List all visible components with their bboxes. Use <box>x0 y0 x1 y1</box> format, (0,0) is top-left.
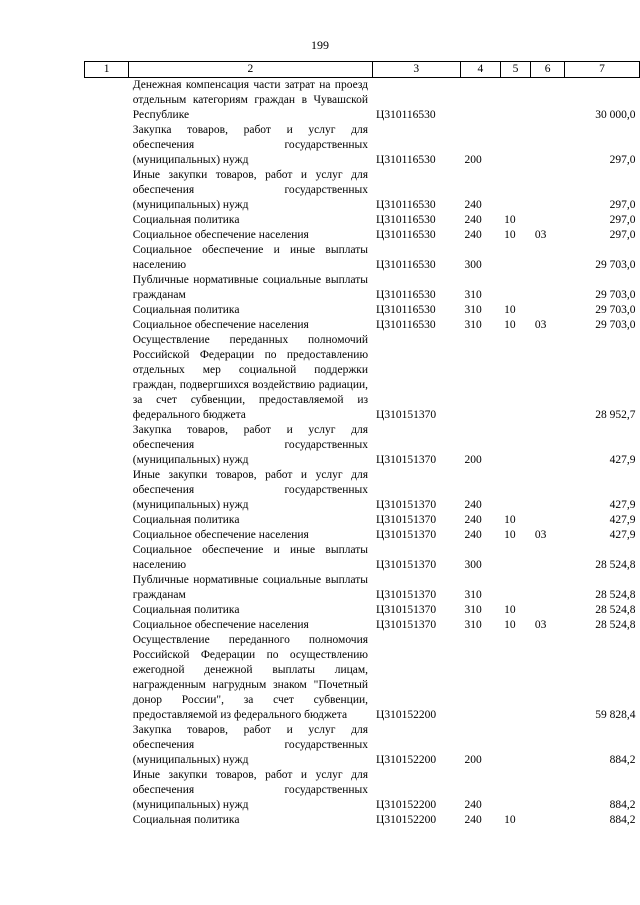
row-subsection <box>531 723 565 768</box>
row-amount: 297,0 <box>609 214 636 226</box>
row-subsection <box>531 573 565 603</box>
row-subsection: 03 <box>534 319 547 331</box>
row-number-cell <box>85 528 129 543</box>
row-expense-type: 310 <box>464 319 482 331</box>
row-subsection <box>531 303 565 318</box>
row-name: Социальное обеспечение населения <box>132 319 309 331</box>
row-name: Социальное обеспечение населения <box>132 229 309 241</box>
table-row <box>85 123 640 168</box>
column-header-1: 1 <box>85 62 129 78</box>
table-row <box>85 513 640 528</box>
row-name: Осуществление переданного полномочия Российской Федерации по осуществлению ежегодной денежной выплаты лицам, награжденным нагрудным знаком "Почетный донор России", за счет субвенции, предоставляемой из федерального бюджета <box>132 634 369 721</box>
column-header-5: 5 <box>500 62 531 78</box>
column-header-3: 3 <box>372 62 460 78</box>
row-section <box>500 243 531 273</box>
row-target-code: Ц310151370 <box>376 604 437 616</box>
row-number-cell <box>85 633 129 723</box>
row-amount: 28 524,8 <box>595 559 636 571</box>
table-row <box>85 168 640 213</box>
row-section <box>500 123 531 168</box>
table-row <box>85 603 640 618</box>
row-target-code: Ц310116530 <box>376 319 436 331</box>
row-amount: 427,9 <box>609 529 636 541</box>
row-name: Социальная политика <box>132 814 240 826</box>
row-expense-type: 240 <box>464 199 482 211</box>
row-amount: 297,0 <box>609 154 636 166</box>
row-name: Иные закупки товаров, работ и услуг для обеспечения государственных (муниципальных) нужд <box>132 769 369 811</box>
row-name: Социальное обеспечение населения <box>132 619 309 631</box>
row-name: Социальная политика <box>132 214 240 226</box>
row-section <box>500 633 531 723</box>
row-amount: 28 524,8 <box>595 619 636 631</box>
row-subsection <box>531 633 565 723</box>
table-row <box>85 228 640 243</box>
row-subsection <box>531 243 565 273</box>
row-section <box>500 333 531 423</box>
row-target-code: Ц310116530 <box>376 289 436 301</box>
row-target-code: Ц310152200 <box>376 709 437 721</box>
row-number-cell <box>85 603 129 618</box>
row-expense-type: 240 <box>464 814 482 826</box>
row-name: Закупка товаров, работ и услуг для обеспечения государственных (муниципальных) нужд <box>132 124 369 166</box>
row-section: 10 <box>504 229 516 241</box>
row-section: 10 <box>504 604 516 616</box>
row-name: Социальная политика <box>132 604 240 616</box>
row-subsection <box>531 603 565 618</box>
row-amount: 28 524,8 <box>595 604 636 616</box>
row-amount: 29 703,0 <box>595 304 636 316</box>
row-section: 10 <box>504 529 516 541</box>
table-row <box>85 243 640 273</box>
column-header-7: 7 <box>564 62 639 78</box>
row-amount: 884,2 <box>609 799 636 811</box>
row-subsection <box>531 333 565 423</box>
row-expense-type: 240 <box>464 799 482 811</box>
row-number-cell <box>85 813 129 828</box>
row-target-code: Ц310116530 <box>376 109 436 121</box>
row-name: Иные закупки товаров, работ и услуг для обеспечения государственных (муниципальных) нужд <box>132 469 369 511</box>
row-amount: 884,2 <box>609 814 636 826</box>
row-subsection <box>531 213 565 228</box>
row-section <box>500 573 531 603</box>
row-subsection <box>531 123 565 168</box>
row-expense-type: 300 <box>464 259 482 271</box>
page-number: 199 <box>311 38 329 52</box>
table-row <box>85 273 640 303</box>
row-section <box>500 543 531 573</box>
row-number-cell <box>85 723 129 768</box>
row-section: 10 <box>504 214 516 226</box>
row-amount: 427,9 <box>609 514 636 526</box>
row-section: 10 <box>504 514 516 526</box>
column-header-6: 6 <box>531 62 565 78</box>
row-target-code: Ц310151370 <box>376 589 437 601</box>
row-target-code: Ц310116530 <box>376 214 436 226</box>
row-expense-type: 240 <box>464 529 482 541</box>
row-amount: 29 703,0 <box>595 289 636 301</box>
header-row <box>85 62 640 78</box>
row-expense-type: 310 <box>464 589 482 601</box>
row-number-cell <box>85 123 129 168</box>
row-subsection <box>531 768 565 813</box>
row-subsection: 03 <box>534 529 547 541</box>
row-section <box>500 423 531 468</box>
row-target-code: Ц310116530 <box>376 199 436 211</box>
row-name: Социальное обеспечение населения <box>132 529 309 541</box>
row-expense-type: 200 <box>464 454 482 466</box>
table-row <box>85 723 640 768</box>
table-row <box>85 78 640 124</box>
row-target-code: Ц310151370 <box>376 529 437 541</box>
table-row <box>85 468 640 513</box>
row-number-cell <box>85 423 129 468</box>
budget-table <box>84 61 640 828</box>
column-header-2: 2 <box>129 62 372 78</box>
row-expense-type <box>461 333 501 423</box>
table-row <box>85 813 640 828</box>
row-number-cell <box>85 543 129 573</box>
row-section <box>500 468 531 513</box>
row-section: 10 <box>504 619 516 631</box>
row-section <box>500 273 531 303</box>
table-row <box>85 573 640 603</box>
table-row <box>85 318 640 333</box>
row-target-code: Ц310151370 <box>376 499 437 511</box>
row-number-cell <box>85 768 129 813</box>
row-target-code: Ц310151370 <box>376 409 437 421</box>
row-target-code: Ц310151370 <box>376 619 437 631</box>
row-number-cell <box>85 318 129 333</box>
row-name: Закупка товаров, работ и услуг для обеспечения государственных (муниципальных) нужд <box>132 424 369 466</box>
row-expense-type <box>461 633 501 723</box>
row-amount: 427,9 <box>609 454 636 466</box>
row-expense-type: 200 <box>464 754 482 766</box>
row-expense-type: 240 <box>464 499 482 511</box>
row-expense-type: 310 <box>464 289 482 301</box>
row-name: Осуществление переданных полномочий Российской Федерации по предоставлению отдельных мер социальной поддержки граждан, подвергшихся воздействию радиации, за счет субвенции, предоставляемой из федерального бюджета <box>132 334 369 421</box>
row-expense-type: 240 <box>464 214 482 226</box>
row-section <box>500 723 531 768</box>
row-name: Социальная политика <box>132 514 240 526</box>
row-subsection <box>531 468 565 513</box>
row-number-cell <box>85 513 129 528</box>
row-subsection <box>531 168 565 213</box>
row-number-cell <box>85 213 129 228</box>
row-amount: 29 703,0 <box>595 259 636 271</box>
row-subsection <box>531 78 565 124</box>
row-name: Денежная компенсация части затрат на проезд отдельным категориям граждан в Чувашской Республике <box>132 79 369 121</box>
row-number-cell <box>85 228 129 243</box>
row-target-code: Ц310151370 <box>376 454 437 466</box>
row-number-cell <box>85 573 129 603</box>
row-number-cell <box>85 468 129 513</box>
row-name: Иные закупки товаров, работ и услуг для обеспечения государственных (муниципальных) нужд <box>132 169 369 211</box>
row-expense-type: 310 <box>464 304 482 316</box>
row-expense-type: 240 <box>464 514 482 526</box>
row-amount: 884,2 <box>609 754 636 766</box>
row-name: Закупка товаров, работ и услуг для обеспечения государственных (муниципальных) нужд <box>132 724 369 766</box>
row-name: Социальное обеспечение и иные выплаты населению <box>132 544 369 571</box>
row-amount: 297,0 <box>609 199 636 211</box>
row-subsection <box>531 543 565 573</box>
row-expense-type <box>461 78 501 124</box>
row-subsection <box>531 813 565 828</box>
table-row <box>85 618 640 633</box>
row-amount: 59 828,4 <box>595 709 636 721</box>
row-target-code: Ц310116530 <box>376 154 436 166</box>
table-row <box>85 303 640 318</box>
row-number-cell <box>85 303 129 318</box>
table-row <box>85 213 640 228</box>
row-number-cell <box>85 168 129 213</box>
row-amount: 28 952,7 <box>595 409 636 421</box>
row-section: 10 <box>504 814 516 826</box>
table-row <box>85 543 640 573</box>
row-target-code: Ц310152200 <box>376 799 437 811</box>
row-target-code: Ц310116530 <box>376 229 436 241</box>
row-expense-type: 310 <box>464 604 482 616</box>
row-amount: 28 524,8 <box>595 589 636 601</box>
table-row <box>85 423 640 468</box>
row-expense-type: 310 <box>464 619 482 631</box>
row-expense-type: 240 <box>464 229 482 241</box>
row-target-code: Ц310151370 <box>376 514 437 526</box>
row-amount: 297,0 <box>609 229 636 241</box>
row-number-cell <box>85 618 129 633</box>
row-section: 10 <box>504 319 516 331</box>
row-name: Публичные нормативные социальные выплаты гражданам <box>132 574 369 601</box>
row-number-cell <box>85 333 129 423</box>
row-amount: 427,9 <box>609 499 636 511</box>
table-row <box>85 333 640 423</box>
row-expense-type: 300 <box>464 559 482 571</box>
row-number-cell <box>85 78 129 124</box>
row-subsection <box>531 273 565 303</box>
row-subsection <box>531 423 565 468</box>
row-subsection <box>531 513 565 528</box>
table-body <box>85 78 640 829</box>
row-name: Социальное обеспечение и иные выплаты населению <box>132 244 369 271</box>
row-number-cell <box>85 273 129 303</box>
column-header-4: 4 <box>461 62 501 78</box>
row-target-code: Ц310152200 <box>376 754 437 766</box>
row-target-code: Ц310116530 <box>376 259 436 271</box>
row-expense-type: 200 <box>464 154 482 166</box>
table-row <box>85 633 640 723</box>
row-name: Социальная политика <box>132 304 240 316</box>
row-amount: 29 703,0 <box>595 319 636 331</box>
table-header <box>85 62 640 78</box>
row-target-code: Ц310151370 <box>376 559 437 571</box>
row-section <box>500 168 531 213</box>
row-section <box>500 78 531 124</box>
row-amount: 30 000,0 <box>595 109 636 121</box>
row-subsection: 03 <box>534 619 547 631</box>
row-target-code: Ц310116530 <box>376 304 436 316</box>
row-section: 10 <box>504 304 516 316</box>
row-name: Публичные нормативные социальные выплаты гражданам <box>132 274 369 301</box>
row-subsection: 03 <box>534 229 547 241</box>
row-target-code: Ц310152200 <box>376 814 437 826</box>
row-number-cell <box>85 243 129 273</box>
table-row <box>85 528 640 543</box>
table-row <box>85 768 640 813</box>
row-section <box>500 768 531 813</box>
